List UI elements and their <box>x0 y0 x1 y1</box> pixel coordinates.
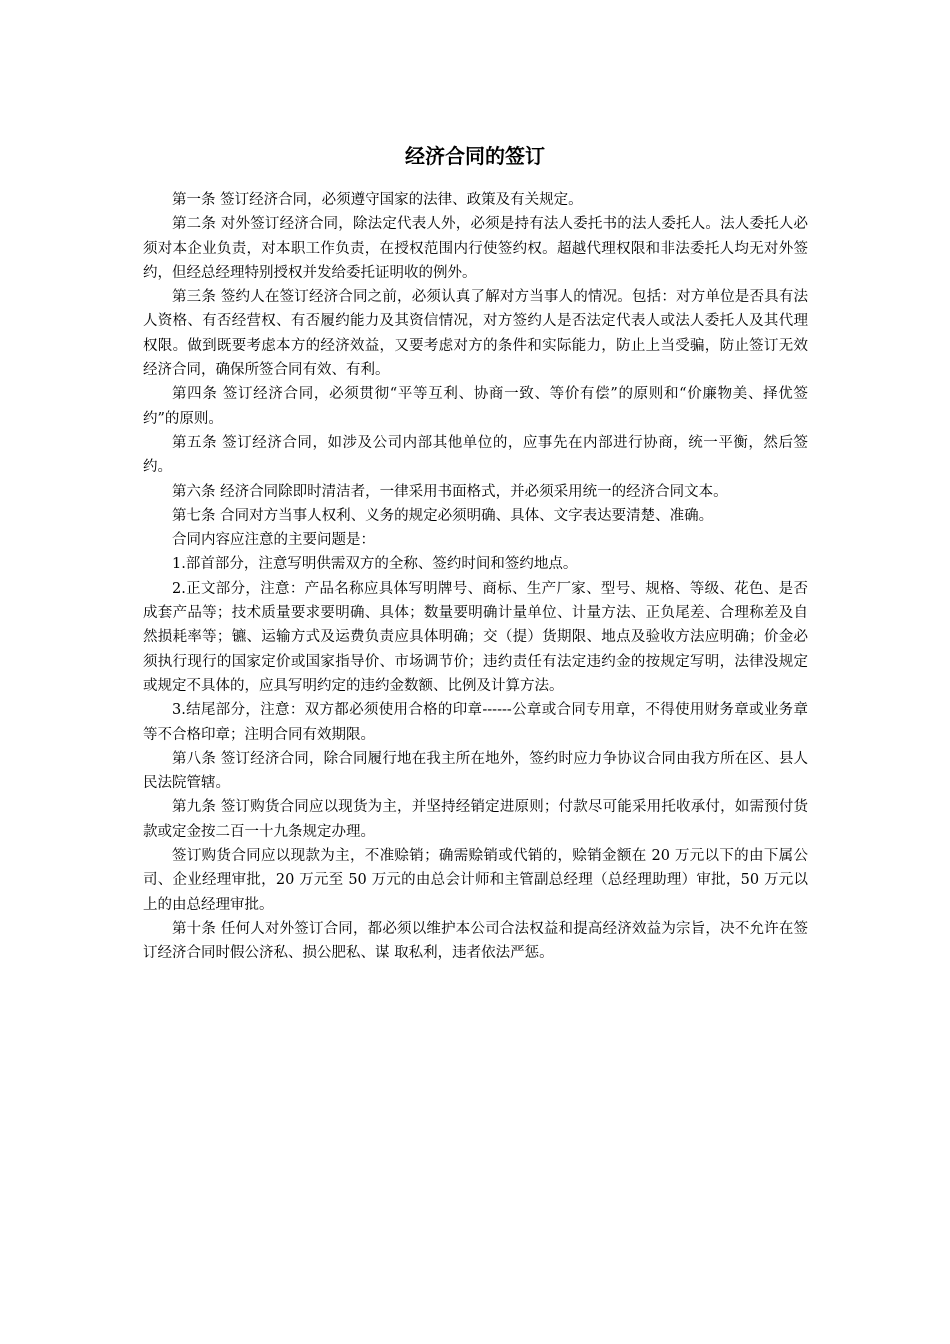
contract-content-item-1: 1.部首部分，注意写明供需双方的全称、签约时间和签约地点。 <box>172 556 578 573</box>
clause-9-supplement: 签订购货合同应以现款为主，不准赊销；确需赊销或代销的，赊销金额在 20 万元以下的由下属公司、企业经理审批，20 万元至 50 万元的由总会计师和主管副总经理（总经理助理）审批，50 万元以上的由总经理审批。 <box>143 848 808 913</box>
clause-2: 第二条 对外签订经济合同，除法定代表人外，必须是持有法人委托书的法人委托人。法人委托人必须对本企业负责，对本职工作负责，在授权范围内行使签约权。超越代理权限和非法委托人均无对外签约，但经总经理特别授权并发给委托证明收的例外。 <box>143 216 808 281</box>
document-body <box>143 188 808 966</box>
clause-4: 第四条 签订经济合同，必须贯彻“平等互利、协商一致、等价有偿”的原则和“价廉物美、择优签约”的原则。 <box>143 386 808 427</box>
clause-3: 第三条 签约人在签订经济合同之前，必须认真了解对方当事人的情况。包括：对方单位是否具有法人资格、有否经营权、有否履约能力及其资信情况，对方签约人是否法定代表人或法人委托人及其代理权限。做到既要考虑本方的经济效益，又要考虑对方的条件和实际能力，防止上当受骗，防止签订无效经济合同，确保所签合同有效、有利。 <box>143 289 808 379</box>
clause-10: 第十条 任何人对外签订合同，都必须以维护本公司合法权益和提高经济效益为宗旨，决不允许在签订经济合同时假公济私、损公肥私、谋 取私利，违者依法严惩。 <box>143 920 808 962</box>
clause-9: 第九条 签订购货合同应以现货为主，并坚持经销定进原则；付款尽可能采用托收承付，如需预付货款或定金按二百一十九条规定办理。 <box>143 799 808 840</box>
clause-1: 第一条 签订经济合同，必须遵守国家的法律、政策及有关规定。 <box>172 192 583 208</box>
document-title: 经济合同的签订 <box>405 144 545 168</box>
contract-content-item-2: 2.正文部分，注意：产品名称应具体写明牌号、商标、生产厂家、型号、规格、等级、花色、是否成套产品等；技术质量要求要明确、具体；数量要明确计量单位、计量方法、正负尾差、合理称差及自然损耗率等；镳、运输方式及运费负责应具体明确；交（提）货期限、地点及验收方法应明确；价金必须执行现行的国家定价或国家指导价、市场调节价；违约责任有法定违约金的按规定写明，法律没规定或规定不具体的，应具写明约定的违约金数额、比例及计算方法。 <box>143 580 808 694</box>
clause-6: 第六条 经济合同除即时清洁者，一律采用书面格式，并必须采用统一的经济合同文本。 <box>172 483 728 500</box>
contract-content-intro: 合同内容应注意的主要问题是： <box>172 532 375 549</box>
clause-8: 第八条 签订经济合同，除合同履行地在我主所在地外，签约时应力争协议合同由我方所在区、县人民法院管辖。 <box>143 750 808 792</box>
clause-5: 第五条 签订经济合同，如涉及公司内部其他单位的，应事先在内部进行协商，统一平衡，然后签约。 <box>143 434 808 476</box>
clause-7: 第七条 合同对方当事人权利、义务的规定必须明确、具体、文字表达要清楚、准确。 <box>172 507 714 524</box>
contract-content-item-3: 3.结尾部分，注意：双方都必须使用合格的印章------公章或合同专用章，不得使用财务章或业务章等不合格印章；注明合同有效期限。 <box>143 702 808 743</box>
